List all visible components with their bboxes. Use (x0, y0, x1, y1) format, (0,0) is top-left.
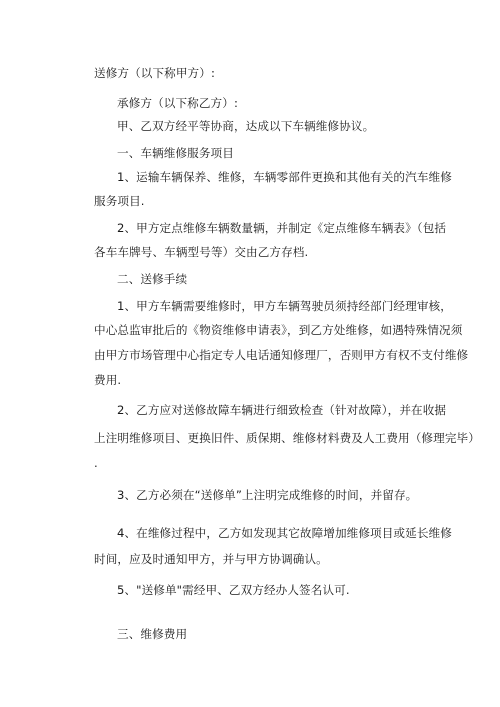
party-b-line: 承修方（以下称乙方）: (117, 96, 238, 110)
section-heading-1: 一、车辆维修服务项目 (117, 146, 234, 160)
paragraph-line: . (94, 456, 98, 470)
paragraph-line: 1、运输车辆保养、维修，车辆零部件更换和其他有关的汽车维修 (117, 170, 452, 184)
paragraph-line: 3、乙方必须在“送修单”上注明完成维修的时间，并留存。 (117, 488, 418, 502)
section-heading-3: 三、维修费用 (117, 627, 188, 641)
paragraph-line: 1、甲方车辆需要维修时，甲方车辆驾驶员须持经部门经理审核， (117, 299, 452, 313)
paragraph-line: 各车车牌号、车辆型号等）交由乙方存档. (94, 245, 309, 259)
paragraph-line: 4、在维修过程中，乙方如发现其它故障增加维修项目或延长维修 (117, 526, 452, 540)
paragraph-line: 服务项目. (94, 194, 145, 208)
section-heading-2: 二、送修手续 (117, 272, 188, 286)
paragraph-line: 费用. (94, 373, 122, 387)
party-a-line: 送修方（以下称甲方）: (94, 66, 215, 80)
paragraph-line: 5、"送修单"需经甲、乙双方经办人签名认可. (117, 583, 350, 597)
paragraph-line: 上注明维修项目、更换旧件、质保期、维修材料费及人工费用（修理完毕） (94, 431, 480, 445)
paragraph-line: 2、乙方应对送修故障车辆进行细致检查（针对故障），并在收据 (117, 403, 447, 417)
paragraph-line: 时间，应及时通知甲方，并与甲方协调确认。 (94, 552, 328, 566)
agreement-intro: 甲、乙双方经平等协商，达成以下车辆维修协议。 (117, 119, 375, 133)
paragraph-line: 由甲方市场管理中心指定专人电话通知修理厂，否则甲方有权不支付维修 (94, 348, 469, 362)
paragraph-line: 中心总监审批后的《物资维修申请表》，到乙方处维修，如遇特殊情况须 (94, 323, 463, 337)
paragraph-line: 2、甲方定点维修车辆数量辆，并制定《定点维修车辆表》（包括 (117, 221, 447, 235)
